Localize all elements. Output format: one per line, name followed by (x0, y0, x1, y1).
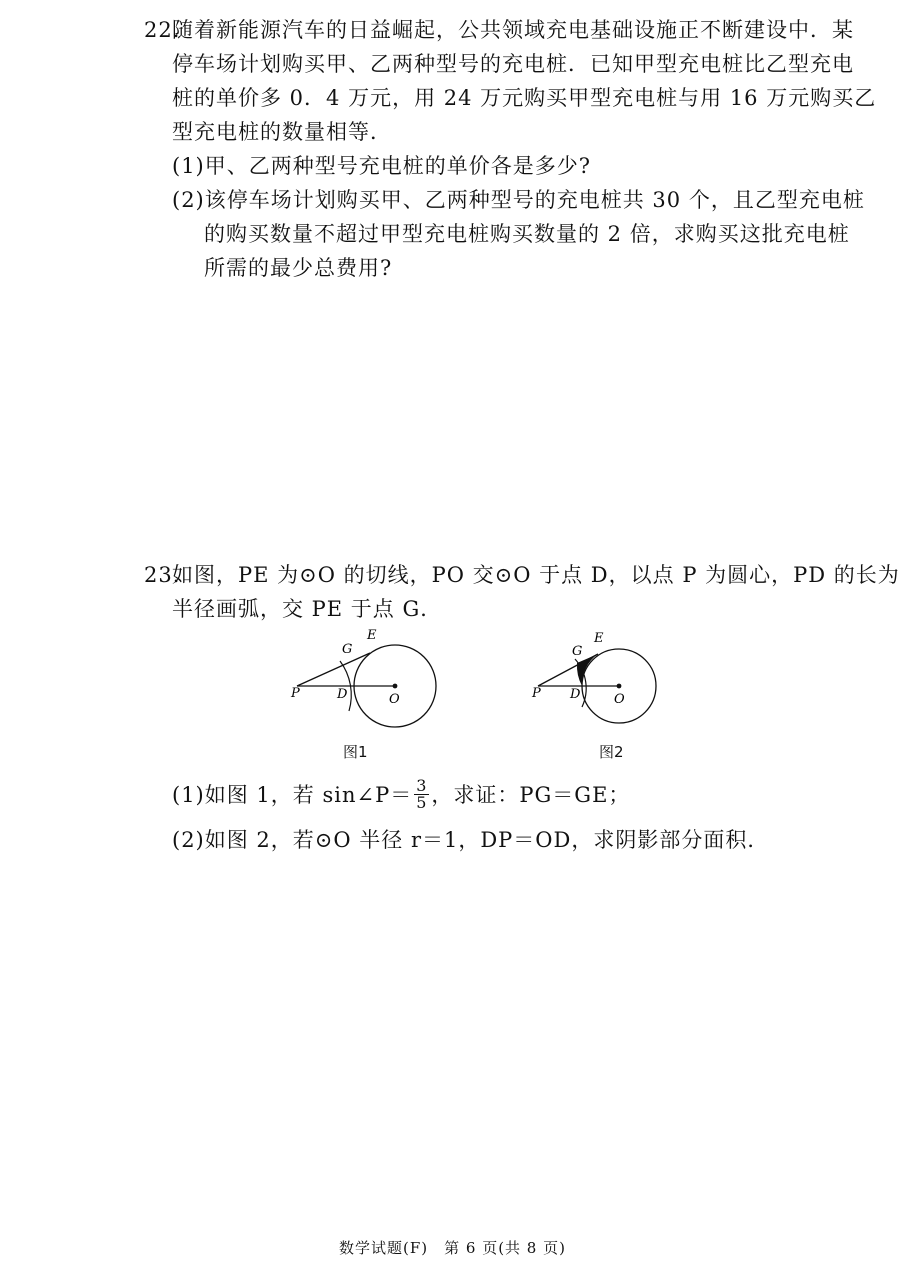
label-g: G (342, 642, 353, 657)
page-footer: 数学试题(F) 第 6 页(共 8 页) (339, 1239, 566, 1257)
label-e: E (367, 628, 377, 643)
q23-part-2: (2)如图 2，若⊙O 半径 r＝1，DP＝OD，求阴影部分面积． (172, 828, 770, 852)
figure-1-diagram (285, 625, 445, 735)
label-o: O (614, 692, 625, 707)
q22-number: 22. (144, 18, 181, 42)
q22-part-1: (1)甲、乙两种型号充电桩的单价各是多少? (172, 154, 592, 178)
q23-number: 23. (144, 563, 181, 587)
q23-part-1-post: ，求证：PG＝GE； (431, 783, 631, 807)
q23-line-1: 如图，PE 为⊙O 的切线，PO 交⊙O 于点 D，以点 P 为圆心，PD 的长为 (172, 563, 900, 587)
fraction-3-5 (414, 778, 429, 811)
label-p: P (291, 686, 300, 701)
q22-line-3: 桩的单价多 0．4 万元，用 24 万元购买甲型充电桩与用 16 万元购买乙 (172, 86, 877, 110)
figure-2-caption: 图2 (599, 743, 624, 761)
label-d: D (337, 687, 348, 702)
q22-part-2-line-2: 的购买数量不超过甲型充电桩购买数量的 2 倍，求购买这批充电桩 (204, 222, 850, 246)
figure-2 (528, 625, 668, 735)
q22-line-1: 随着新能源汽车的日益崛起，公共领域充电基础设施正不断建设中．某 (172, 18, 854, 42)
fraction-numerator: 3 (416, 776, 428, 795)
point-o (617, 684, 622, 689)
label-o: O (389, 692, 400, 707)
label-e: E (594, 631, 604, 646)
fraction-denominator: 5 (416, 793, 428, 812)
q23-part-1 (172, 776, 631, 813)
q22-line-4: 型充电桩的数量相等． (172, 120, 392, 144)
q23-part-1-pre: (1)如图 1，若 sin∠P＝ (172, 783, 413, 807)
tangent-pe (297, 653, 370, 686)
q22-part-2-line-1: (2)该停车场计划购买甲、乙两种型号的充电桩共 30 个，且乙型充电桩 (172, 188, 865, 212)
label-p: P (532, 686, 541, 701)
figure-2-diagram (528, 625, 668, 735)
figure-1 (285, 625, 445, 735)
q22-part-2-line-3: 所需的最少总费用? (204, 256, 393, 280)
label-d: D (570, 687, 581, 702)
figure-1-caption: 图1 (343, 743, 368, 761)
q23-line-2: 半径画弧，交 PE 于点 G． (172, 597, 443, 621)
q22-line-2: 停车场计划购买甲、乙两种型号的充电桩．已知甲型充电桩比乙型充电 (172, 52, 854, 76)
point-o (393, 684, 398, 689)
label-g: G (572, 644, 583, 659)
